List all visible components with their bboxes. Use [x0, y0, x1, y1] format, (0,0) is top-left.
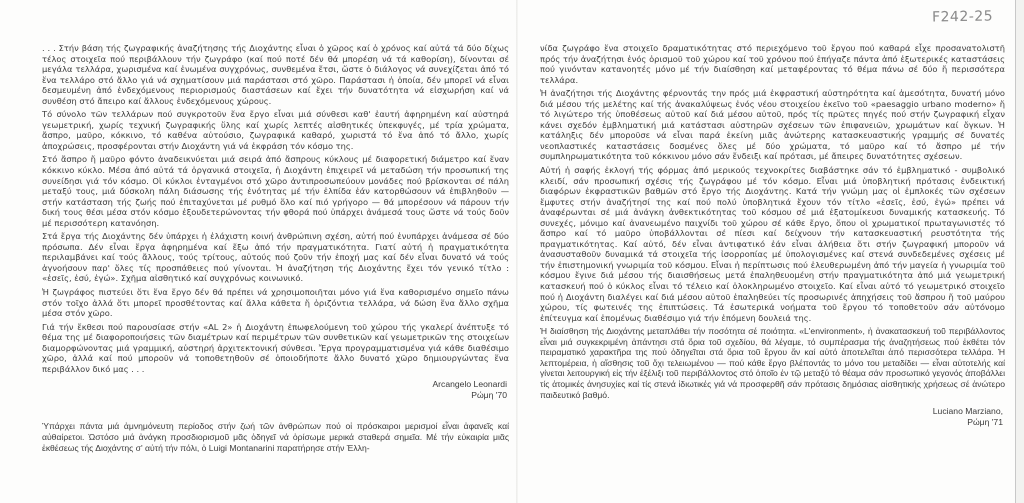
right-paragraph-4: Ἡ διαίσθηση τής Διοχάντης μεταπλάθει τήν ποσότητα σέ ποιότητα. «L'environment», ἡ ἀνακατασκευή τοῦ περιβάλλοντος εἶναι μιά συγκεκριμένη ἀπάντησι στά ὅρια τοῦ σχεδίου, θά λέγαμε, τό συμπέρασμα τής ἀναζητήσεως πού ἐκθέτει τόν πειραματικό χαρακτῆρα της πού ὁδηγεῖται στά ὅρια τοῦ ἔργου ἄν καί αὐτό ἀποτελεῖται ἀπό περισσότερα τελλάρα. Ἡ λεπτομέρεια, ἡ αἴσθησις τοῦ ὄχι τελειωμένου — πού κάθε ἔργο βλέποντάς το μόνο του μεταδίδει — εἶναι αὐτοτελής καί γίνεται λειτουργική εἰς τήν ἐξέλιξι τοῦ περιβάλλοντος στό ὁποῖο ἐν τῷ μεταξύ τό θέαμα σάν προσωπικό γεγονός ἀποβάλλει τίς ἀτομικές ἀνησυχίες καί τίς στενά ἰδιωτικές γιά νά προσφερθῆ σάν πρότασις δημόσιας αἰσθητικής χρήσεως σέ ἀνώτερο παιδευτικό βαθμό. — [540, 326, 1005, 400]
paper-edge-line — [1015, 0, 1016, 503]
author-name: Arcangelo Leonardi — [432, 379, 507, 390]
right-signature — [540, 406, 1003, 428]
paper-edge-strip — [1016, 0, 1024, 503]
left-paragraph-2: Τό σύνολο τῶν τελλάρων πού συγκροτοῦν ἕνα ἔργο εἶναι μιά σύνθεσι καθ' ἑαυτή ἀφηρημένη καί αὐστηρά γεωμετρική, χωρίς τεχνική ζωγραφικής ὕλης καί χωρίς λεπτές αἰσθητικές ὑπεκφυγές, μέ τρία χρώματα, ἄσπρο, μαῦρο, κόκκινο, τό καθένα αὐτούσιο, ζωγραφικά καθαρό, χωριστά τό ἕνα ἀπό τό ἄλλο, χωρίς ἀποχρώσεις, προσφέρονται στήν Διοχάντη γιά νά ἐκφράση τόν κόσμο της. — [42, 109, 509, 151]
left-paragraph-1: . . . Στήν βάση τής ζωγραφικής ἀναζήτησης τής Διοχάντης εἶναι ὁ χῶρος καί ὁ χρόνος καί αὐτά τά δύο δίχως τέλος στοιχεῖα πού περιβάλλουν τήν ζωγράφο (καί πού ποτέ δέν θά μπορέση νά τά καθορίση), δίνονται σέ μεγάλα τελλάρα, χωρισμένα καί ἑνωμένα συγχρόνως, συνθεμένα ἔτσι, ὥστε ὁ διάλογος νά συνεχίζεται ἀπό τό ἕνα τελλάρο στό ἄλλο γιά νά σχηματίσουν μιά παράστασι στό χῶρο. Παράστασι ἡ ὁποία, δέν μπορεῖ νά εἶναι δεσμευμένη ἀπό ἐνδεχόμενους περιορισμούς διαστάσεων καί ἔχει τήν δυνατότητα νά εἰσχωρήση καί νά συνθέση στό ἄπειρο καί ἄλλους ἐνδεχόμενους χώρους. — [42, 43, 509, 106]
left-signature — [42, 379, 507, 401]
handwritten-archive-id: F242-25 — [931, 8, 994, 26]
left-paragraph-6: Γιά τήν ἔκθεσι πού παρουσίασε στήν «AL 2» ἡ Διοχάντη ἐπωφελούμενη τοῦ χώρου τής γκαλερί ἀνέπτυξε τό θέμα της μέ διαφοροποιήσεις τῶν διαμέτρων καί περιμέτρων τῶν συνθετικῶν καί γεωμετρικῶν της στοιχείων διαμορφώνοντας μιά γραμμική, αὐστηρή ἀρχιτεκτονική σύνθεσι. Ἔργα προγραμματισμένα γιά κάθε διαθέσιμο χῶρο, ἀλλά καί πού μποροῦν νά τοποθετηθοῦν σέ ὁποιοδήποτε ἄλλο δυνατό χῶρο δημιουργώντας ἕνα περιβάλλον δικό μας . . . — [42, 321, 509, 374]
left-paragraph-5: Ἡ ζωγράφος πιστεύει ὅτι ἕνα ἔργο δέν θά πρέπει νά χρησιμοποιῆται μόνο γιά ἕνα καθορισμένο σημεῖο πάνω στόν τοῖχο ἀλλά ὅτι μπορεῖ προσθέτοντας καί ἄλλα κάθετα ἤ ὁριζόντια τελλάρα, νά δώση ἕνα ἄλλο σχῆμα μέσα στόν χῶρο. — [42, 287, 509, 319]
author-place-date: Ρώμη '70 — [471, 390, 507, 401]
page-fold — [516, 0, 518, 503]
right-paragraph-2: Ἡ ἀναζήτησι τής Διοχάντης φέρνοντάς την πρός μιά ἐκφραστική αὐστηρότητα καί ἀμεσότητα, δυνατή μόνο διά μέσου τής μελέτης καί τής ἀνακαλύψεως ἑνός νέου στοιχείου ἐκεῖνο τοῦ «paesaggio urbano moderno» ἤ τό λιγώτερο τής ὑποθέσεως αὐτοῦ καί διά μέσου αὐτοῦ, πρός τίς πρῶτες πηγές πού στήν ζωγραφική εἶχαν κάνει σχεδόν ἐμβληματική μιά κατάστασι αὐστηρῶν σχέσεων τῶν ἐπιφανειῶν, χρωμάτων καί ὄγκων. Ἡ κατάληξις δέν μποροῦσε νά εἶναι παρά ἐκείνη μιᾶς ἀνώτερης κατασκευαστικής γραμμής σέ δυνατές νεοπλαστικές καταστάσεις δοσμένες ὅλες μέ δύο χρώματα, τό μαῦρο καί τό ἄσπρο μέ τήν συμπληρωματικότητα τοῦ κόκκινου μόνο σάν ἔνδειξι καί πρότασι, μέ ἄπειρες δυνατότητες σχέσεων. — [540, 88, 1005, 162]
left-paragraph-4: Στά ἔργα τής Διοχάντης δέν ὑπάρχει ἡ ἐλάχιστη κοινή ἀνθρώπινη σχέση, αὐτή πού ἐνυπάρχει ἀνάμεσα σέ δύο πρόσωπα. Δέν εἶναι ἔργα ἀφηρημένα καί ἔξω ἀπό τήν πραγματικότητα. Γιατί αὐτή ἡ πραγματικότητα περιλαμβάνει καί τούς ἄλλους, τούς τρίτους, αὐτούς πού ζοῦν τήν ἐποχή μας καί δέν εἶναι δυνατό νά τούς ἀγνοήσουν παρ' ὅλες τίς προσπάθειες πού γίνονται. Ἡ ἀναζήτηση τής Διοχάντης ἔχει τόν γενικό τίτλο : «ἐσεῖς, ἐσύ, ἐγώ». Σχῆμα αἰσθητικό καί συγχρόνως κοινωνικό. — [42, 231, 509, 284]
right-paragraph-3: Αὐτή ἡ σαφής ἐκλογή τής φόρμας ἀπό μερικούς τεχνοκρίτες διαβάστηκε σάν τό ἐμβληματικό - συμβολικό κλειδί, σάν προσωπική σχέσις τής ζωγράφου μέ τόν κόσμο. Εἶναι μιά ὑποβλητική πρότασις ἐνδεικτική διαφόρων ἐκφραστικῶν βαθμῶν στό ἔργο τής Διοχάντης. Κατά τήν γνώμη μας οἱ ἐμπλοκές τῶν σχέσεων ἔμφυτες στήν ἀναζήτησί της καί πού πολύ ὑποβλητικά ἔχουν τόν τίτλο «ἐσεῖς, ἐσύ, ἐγώ» πρέπει νά ἀναφέρωνται σέ μιά ἀνάγκη ἀνθεκτικότητας τοῦ κόσμου σέ μιά ἐξατομίκευσι δυναμικής κατασκευής. Τό συνεχές, μόνιμο καί ἀνανεωμένο παιχνίδι τοῦ χώρου σέ κάθε ἔργο, ὅπου οἱ χρωματικοί πρωταγωνιστές τό ἄσπρο καί τό μαῦρο ὑποβάλλονται σέ πίεσι καί δείχνουν τήν κατασκευαστική ρευστότητα τής πραγματικότητας. Καί αὐτό, δέν εἶναι ἀντιφατικό ἐάν εἶναι ἀλήθεια ὅτι στήν ζωγραφική μποροῦν νά ἀνασυσταθοῦν δυναμικά τά στοιχεῖα τής ἰσορροπίας μέ ὑπολογισμένες καί στενά συνδεδεμένες σχέσεις μέ τήν ἐπιστημονική γνωριμία τοῦ κόσμου. Εἶναι ἡ περίπτωσις πού ἐλευθερωμένη ἀπό τήν μαγεία ἡ γνωριμία τοῦ κόσμου ἔγινε διά μέσου τής διαισθήσεως μετά ἐπαληθευομένη στήν πραγματικότητα ἀπό μιά γεωμετρική κατασκευή πού ὁ κύκλος εἶναι τό τέλειο καί ὁλοκληρωμένο στοιχεῖο. Καί εἶναι αὐτό τό γεωμετρικό στοιχεῖο πού ἡ Διοχάντη διαλέγει καί διά μέσου αὐτοῦ ἐπαληθεύει τίς προσωρινές ἀπηχήσεις τοῦ ἄσπρου ἤ τοῦ μαύρου χώρου, τίς φωτεινές της ἐπιπτώσεις. Τά ἐσωτερικά νοήματα τοῦ ἔργου τό τοποθετοῦν σάν αὐτόνομο ἐπίτευγμα καί ἑπομένως διαθέσιμο γιά τήν ἑπόμενη δουλειά της. — [540, 165, 1005, 323]
author-place-date: Ρώμη '71 — [967, 417, 1003, 428]
right-column — [540, 43, 1005, 428]
left-paragraph-3: Στό ἄσπρο ἤ μαῦρο φόντο ἀναδεικνύεται μιά σειρά ἀπό ἄσπρους κύκλους μέ διαφορετική διάμετρο καί ἕναν κόκκινο κύκλο. Μέσα ἀπό αὐτά τά ὀργανικά στοιχεῖα, ἡ Διοχάντη ἐπιχειρεῖ νά μεταδώση τήν προσωπική της συνείδησι γιά τόν κόσμο. Οἱ κύκλοι ἐνταγμένοι στό χῶρο ἀντιπροσωπεύουν μονάδες πού βρίσκονται σέ πάλη μεταξύ τους, μιά δύσκολη πάλη διάσωσης τής ἑνότητας μέ τήν ἐλπίδα ἐάν κατορθώσουν νά ἐπιβληθοῦν — στήν κατάσταση τής ζωής πού ἐπιταχύνεται μέ ρυθμό ὅλο καί πιό γρήγορο — θά μπορέσουν νά πάρουν τήν δική τους θέσι μέσα στόν κόσμο ἐξουδετερώνοντας τήν φθορά πού ὑπάρχει ἀνάμεσά τους ὥστε νά τούς δοῦν μέ περισσότερη κατανόηση. — [42, 154, 509, 228]
left-column — [42, 43, 509, 456]
author-name: Luciano Marziano, — [932, 406, 1003, 417]
right-paragraph-1: νίδα ζωγράφο ἕνα στοιχεῖο δραματικότητας στό περιεχόμενο τοῦ ἔργου πού καθαρά εἶχε προσανατολιστῆ πρός τήν ἀναζήτησι ἑνός ὁρισμοῦ τοῦ χώρου καί τοῦ χρόνου πού ἐπήγαζε πάντα ἀπό ἐξωτερικές καταστάσεις πού γινόνταν κατανοητές μόνο μέ τήν διαίσθηση καί μεταφέροντας τό θέμα πάνω σέ δύο ἤ περισσότερα τελλάρα. — [540, 43, 1005, 85]
left-continuation-paragraph: Ὑπάρχει πάντα μιά ἀμνημόνευτη περίοδος στήν ζωή τῶν ἀνθρώπων πού οἱ πρόσκαιροι μερισμοί εἶναι ἀφανεῖς καί αὐθαίρετοι. Ὡστόσο μιά ἀνάγκη προσδιορισμοῦ μᾶς ὁδηγεῖ νά ὁρίσωμε μερικά σταθερά σημεῖα. Μέ τήν εὐκαιρία μιᾶς ἐκθέσεως τής Διοχάντης σ' αὐτή τήν πόλι, ὁ Luigi Montanarini παρατήρησε στήν Ἑλλη- — [42, 421, 509, 453]
